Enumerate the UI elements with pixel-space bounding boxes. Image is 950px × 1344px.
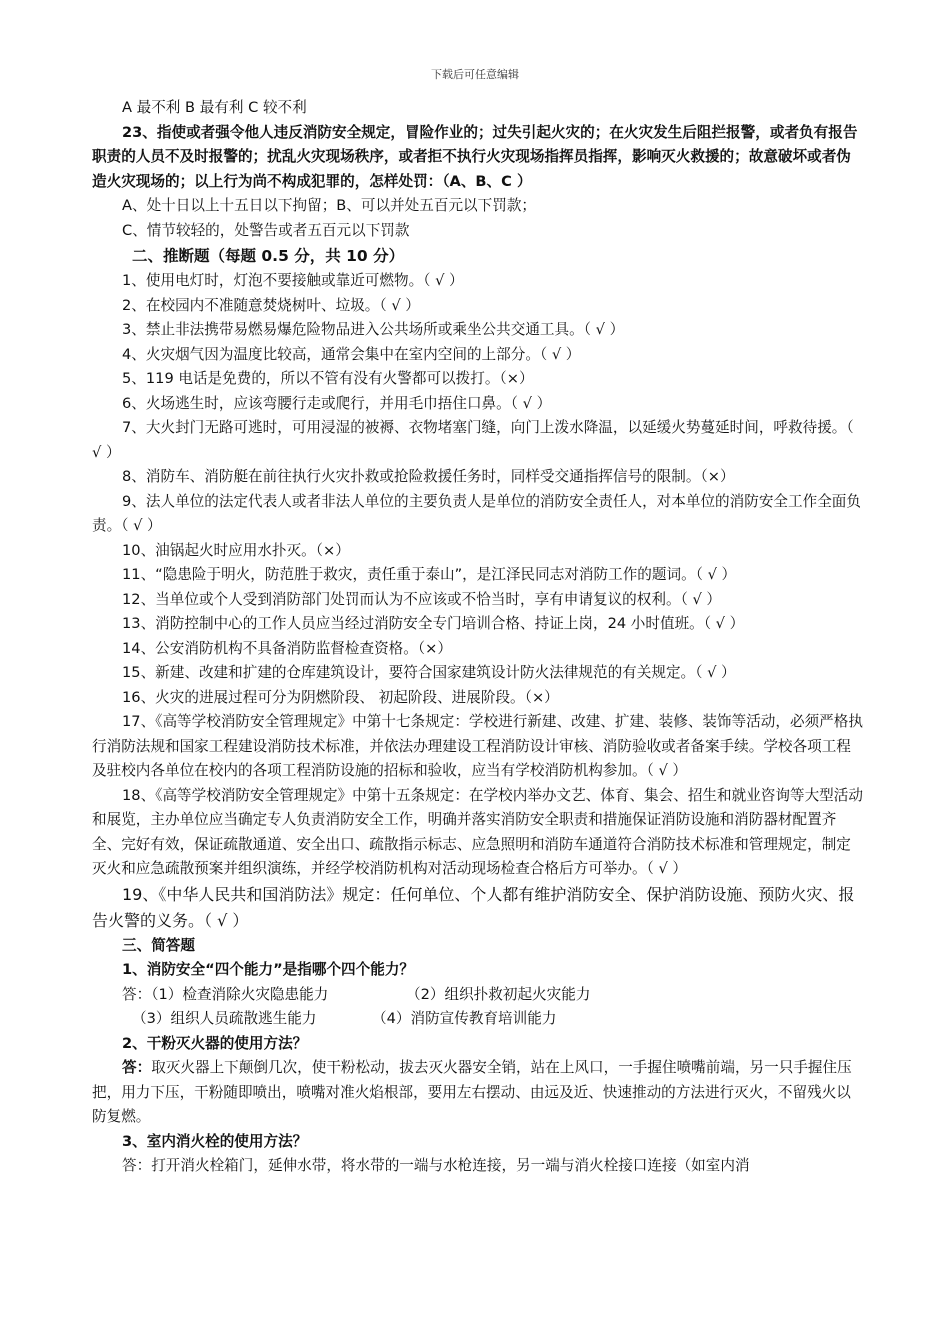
judgement-item: 17、《高等学校消防安全管理规定》中第十七条规定：学校进行新建、改建、扩建、装修、装饰等活动，必须严格执行消防法规和国家工程建设消防技术标准，并依法办理建设工程消防设计审核、消防验收或者备案手续。学校各项工程及驻校内各单位在校内的各项工程消防设施的招标和验收，应当有学校消防机构参加。（ √ ） bbox=[92, 713, 863, 779]
q22-options: A 最不利 B 最有利 C 较不利 bbox=[122, 99, 307, 116]
judgement-item: 11、“隐患险于明火，防范胜于救灾，责任重于泰山”，是江泽民同志对消防工作的题词。（ √ ） bbox=[122, 566, 737, 583]
judgement-item: 6、火场逃生时，应该弯腰行走或爬行，并用毛巾捂住口鼻。（ √ ） bbox=[122, 394, 552, 412]
judgement-item: 16、火灾的进展过程可分为阴燃阶段、 初起阶段、进展阶段。（×） bbox=[122, 688, 559, 706]
q23-option-ab: A、处十日以上十五日以下拘留；B、可以并处五百元以下罚款； bbox=[122, 197, 537, 214]
q1-answer-row1 bbox=[92, 983, 864, 1008]
judgement-item: 8、消防车、消防艇在前往执行火灾扑救或抢险救援任务时，同样受交通指挥信号的限制。（×） bbox=[122, 468, 735, 485]
judgement-item: 5、119 电话是免费的，所以不管有没有火警都可以拨打。（×） bbox=[122, 370, 534, 387]
judgement-item: 3、禁止非法携带易燃易爆危险物品进入公共场所或乘坐公共交通工具。（ √ ） bbox=[122, 321, 625, 338]
q1-answer-row2 bbox=[92, 1007, 864, 1032]
judgement-item: 2、在校园内不准随意焚烧树叶、垃圾。（ √ ） bbox=[122, 296, 420, 314]
q1-answer-c: （3）组织人员疏散逃生能力 bbox=[132, 1010, 317, 1027]
document-body bbox=[92, 96, 864, 1179]
section2-title: 二、推断题（每题 0.5 分，共 10 分） bbox=[132, 247, 405, 265]
answer-label: 答： bbox=[122, 1059, 152, 1076]
judgement-item: 18、《高等学校消防安全管理规定》中第十五条规定：在学校内举办文艺、体育、集会、招生和就业咨询等大型活动和展览，主办单位应当确定专人负责消防安全工作，明确并落实消防安全职责和措施保证消防设施和消防器材配置齐全、完好有效，保证疏散通道、安全出口、疏散指示标志、应急照明和消防车通道符合消防技术标准和管理规定，制定灭火和应急疏散预案并组织演练，并经学校消防机构对活动现场检查合格后方可举办。（ √ ） bbox=[92, 786, 863, 877]
judgement-item: 13、消防控制中心的工作人员应当经过消防安全专门培训合格、持证上岗，24 小时值班。（ √ ） bbox=[122, 615, 745, 632]
section2-items bbox=[92, 269, 864, 934]
judgement-item: 7、大火封门无路可逃时，可用浸湿的被褥、衣物堵塞门缝，向门上泼水降温，以延缓火势蔓延时间，呼救待援。（ √ ） bbox=[92, 419, 854, 461]
judgement-item: 15、新建、改建和扩建的仓库建筑设计，要符合国家建筑设计防火法律规范的有关规定。（ √ ） bbox=[122, 664, 736, 681]
judgement-item-19: 19、《中华人民共和国消防法》规定：任何单位、个人都有维护消防安全、保护消防设施、预防火灾、报告火警的义务。（ √ ） bbox=[92, 884, 855, 930]
q23-question: 23、指使或者强令他人违反消防安全规定，冒险作业的；过失引起火灾的；在火灾发生后阻拦报警，或者负有报告职责的人员不及时报警的；扰乱火灾现场秩序，或者拒不执行火灾现场指挥员指挥，影响灭火救援的；故意破坏或者伪造火灾现场的；以上行为尚不构成犯罪的，怎样处罚：（A、B、C ） bbox=[92, 123, 858, 190]
judgement-item: 14、公安消防机构不具备消防监督检查资格。（×） bbox=[122, 639, 452, 657]
section3-title: 三、简答题 bbox=[122, 936, 195, 954]
q2-answer-text: 取灭火器上下颠倒几次，使干粉松动，拔去灭火器安全销，站在上风口，一手握住喷嘴前端，另一只手握住压把，用力下压，干粉随即喷出，喷嘴对准火焰根部，要用左右摆动、由远及近、快速推动的方法进行灭火，不留残火以防复燃。 bbox=[92, 1059, 852, 1125]
short-answer-q3: 3、室内消火栓的使用方法？ bbox=[122, 1132, 308, 1150]
q1-answer-d: （4）消防宣传教育培训能力 bbox=[372, 1010, 557, 1027]
judgement-item: 10、油锅起火时应用水扑灭。（×） bbox=[122, 541, 350, 559]
q1-answer-a: 答：（1）检查消除火灾隐患能力 bbox=[122, 985, 329, 1003]
short-answer-q1: 1、消防安全“四个能力”是指哪个四个能力？ bbox=[122, 961, 415, 978]
q1-answer-b: （2）组织扑救初起火灾能力 bbox=[406, 985, 591, 1003]
page-header: 下载后可任意编辑 bbox=[431, 68, 519, 81]
q2-answer bbox=[92, 1056, 864, 1130]
judgement-item: 1、使用电灯时，灯泡不要接触或靠近可燃物。（ √ ） bbox=[122, 272, 464, 289]
judgement-item: 4、火灾烟气因为温度比较高，通常会集中在室内空间的上部分。（ √ ） bbox=[122, 345, 581, 363]
short-answer-q2: 2、干粉灭火器的使用方法？ bbox=[122, 1034, 308, 1052]
judgement-item: 12、当单位或个人受到消防部门处罚而认为不应该或不恰当时，享有申请复议的权利。（ √ ） bbox=[122, 590, 722, 608]
q23-option-c: C、情节较轻的，处警告或者五百元以下罚款 bbox=[122, 221, 410, 239]
judgement-item: 9、法人单位的法定代表人或者非法人单位的主要负责人是单位的消防安全责任人，对本单位的消防安全工作全面负责。（ √ ） bbox=[92, 492, 861, 534]
q3-answer: 答：打开消火栓箱门，延伸水带，将水带的一端与水枪连接，另一端与消火栓接口连接（如室内消 bbox=[122, 1157, 750, 1174]
